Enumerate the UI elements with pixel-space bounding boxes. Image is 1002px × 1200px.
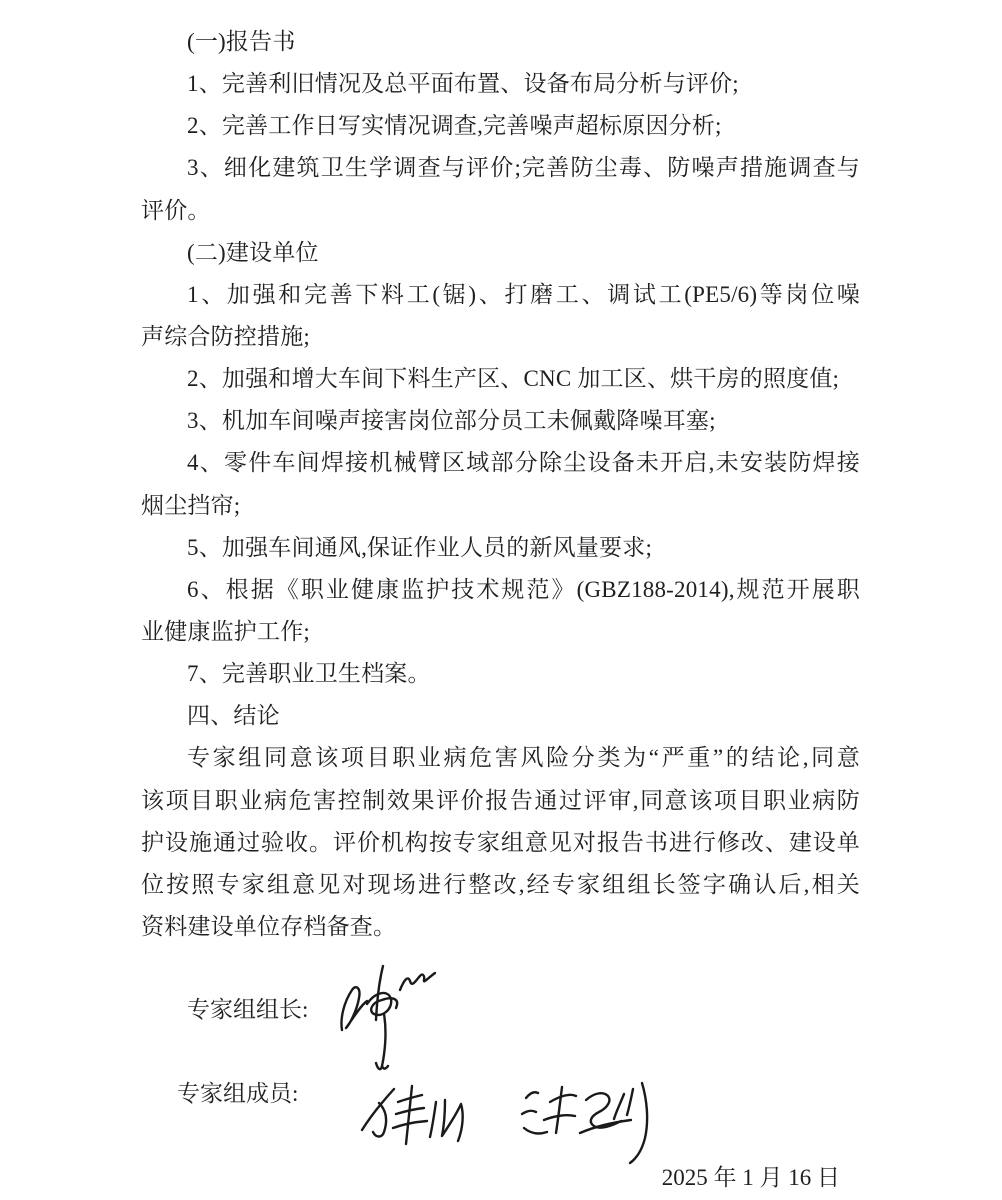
members-signature-row	[141, 1073, 860, 1115]
doc-line: 位按照专家组意见对现场进行整改,经专家组组长签字确认后,相关	[141, 871, 860, 897]
doc-line: 声综合防控措施;	[141, 323, 310, 349]
doc-line: 4、零件车间焊接机械臂区域部分除尘设备未开启,未安装防焊接	[187, 450, 860, 476]
member-handwritten-signature-1	[360, 1080, 472, 1150]
leader-signature-row	[141, 989, 860, 1031]
doc-line: 7、完善职业卫生档案。	[187, 661, 431, 687]
date-line	[141, 1157, 860, 1199]
doc-line: 1、完善利旧情况及总平面布置、设备布局分析与评价;	[187, 71, 739, 97]
document-body	[141, 21, 860, 948]
doc-line: (二)建设单位	[187, 239, 319, 265]
doc-line: 3、机加车间噪声接害岗位部分员工未佩戴降噪耳塞;	[187, 408, 716, 434]
doc-line: 业健康监护工作;	[141, 618, 310, 644]
leader-handwritten-signature	[338, 962, 446, 1077]
doc-line: 四、结论	[187, 703, 280, 729]
doc-line: (一)报告书	[187, 29, 296, 54]
doc-line: 该项目职业病危害控制效果评价报告通过评审,同意该项目职业病防	[141, 787, 860, 813]
doc-line: 评价。	[141, 197, 211, 223]
doc-line: 1、加强和完善下料工(锯)、打磨工、调试工(PE5/6)等岗位噪	[187, 281, 860, 307]
leader-label: 专家组组长:	[187, 997, 309, 1022]
doc-line: 5、加强车间通风,保证作业人员的新风量要求;	[187, 534, 653, 560]
date-text: 2025 年 1 月 16 日	[661, 1165, 840, 1190]
doc-line: 护设施通过验收。评价机构按专家组意见对报告书进行修改、建设单	[141, 829, 860, 855]
doc-line: 专家组同意该项目职业病危害风险分类为“严重”的结论,同意	[187, 745, 860, 771]
doc-line: 烟尘挡帘;	[141, 492, 241, 518]
doc-line: 3、细化建筑卫生学调查与评价;完善防尘毒、防噪声措施调查与	[187, 155, 860, 181]
doc-line: 6、根据《职业健康监护技术规范》(GBZ188-2014),规范开展职	[187, 576, 860, 602]
doc-line: 2、完善工作日写实情况调查,完善噪声超标原因分析;	[187, 113, 722, 139]
doc-line: 资料建设单位存档备查。	[141, 913, 397, 939]
members-label: 专家组成员:	[177, 1081, 299, 1106]
doc-line: 2、加强和增大车间下料生产区、CNC 加工区、烘干房的照度值;	[187, 366, 840, 392]
